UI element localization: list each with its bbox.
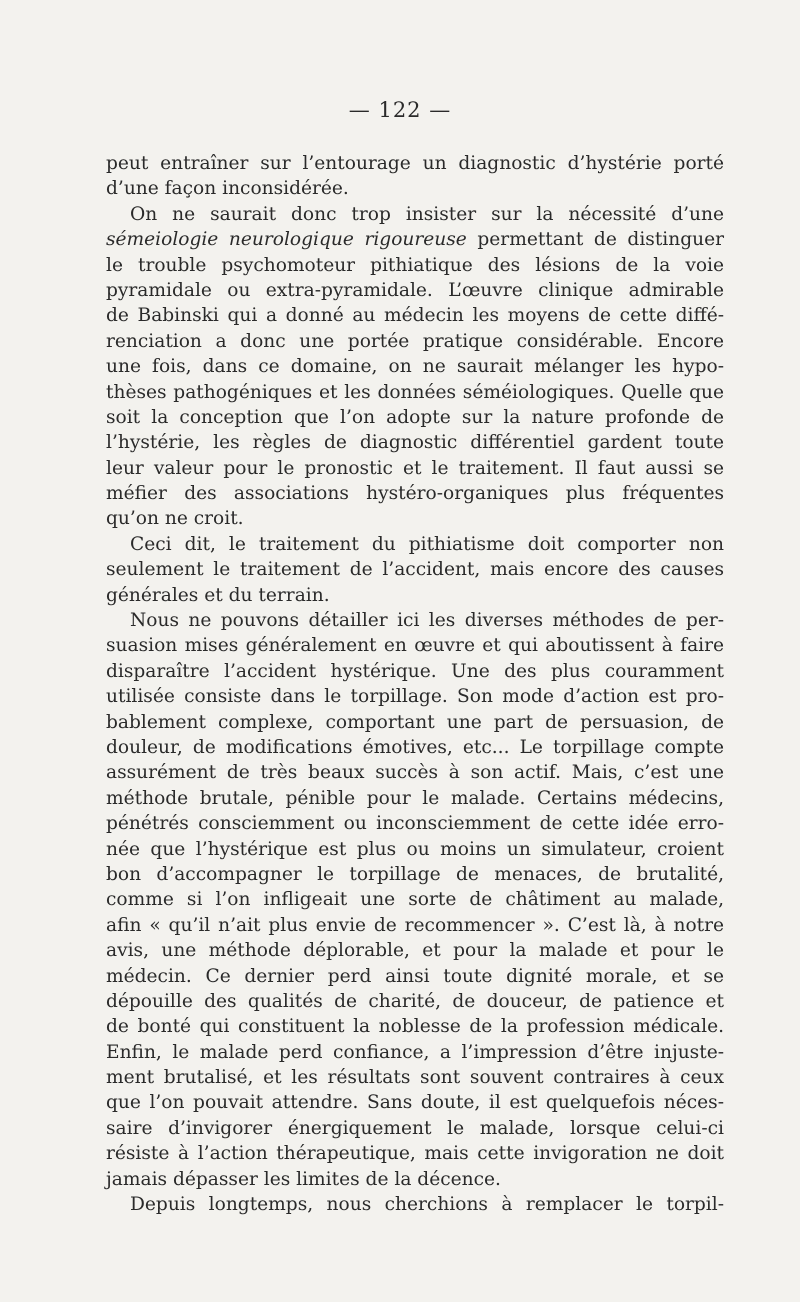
- text-line: Nous ne pouvons détailler ici les diverses méthodes de per-: [130, 610, 724, 632]
- text-line: ment brutalisé, et les résultats sont souvent contraires à ceux: [106, 1067, 724, 1089]
- text-line: d’une façon inconsidérée.: [106, 178, 349, 200]
- text-line: sémeiologie neurologique rigoureuse permettant de distinguer: [106, 229, 724, 251]
- text-line: Depuis longtemps, nous cherchions à remplacer le torpil-: [130, 1194, 724, 1216]
- text-line: médecin. Ce dernier perd ainsi toute dignité morale, et se: [106, 965, 724, 987]
- body-text: [106, 151, 724, 1217]
- text-line: pyramidale ou extra-pyramidale. L’œuvre clinique admirable: [106, 279, 724, 301]
- text-line: suasion mises généralement en œuvre et qui aboutissent à faire: [106, 635, 724, 657]
- text-line: avis, une méthode déplorable, et pour la malade et pour le: [106, 940, 724, 962]
- text-line: pénétrés consciemment ou inconsciemment de cette idée erro-: [106, 813, 724, 835]
- text-line: que l’on pouvait attendre. Sans doute, il est quelquefois néces-: [106, 1092, 724, 1114]
- text-line: bon d’accompagner le torpillage de menaces, de brutalité,: [106, 863, 724, 885]
- text-line: qu’on ne croit.: [106, 508, 244, 530]
- text-line: dépouille des qualités de charité, de douceur, de patience et: [106, 990, 724, 1012]
- text-line: méthode brutale, pénible pour le malade. Certains médecins,: [106, 787, 724, 809]
- emphasized-phrase: sémeiologie neurologique rigoureuse: [106, 229, 467, 251]
- text-line: utilisée consiste dans le torpillage. Son mode d’action est pro-: [106, 686, 724, 708]
- text-line: comme si l’on infligeait une sorte de châtiment au malade,: [106, 889, 724, 911]
- text-line: méfier des associations hystéro-organiques plus fréquentes: [106, 483, 724, 505]
- text-line: une fois, dans ce domaine, on ne saurait mélanger les hypo-: [106, 356, 724, 378]
- text-line: seulement le traitement de l’accident, mais encore des causes: [106, 559, 724, 581]
- page-number: — 122 —: [348, 98, 452, 122]
- text-line: renciation a donc une portée pratique considérable. Encore: [106, 330, 724, 352]
- text-line: disparaître l’accident hystérique. Une des plus couramment: [106, 660, 724, 682]
- text-line: née que l’hystérique est plus ou moins un simulateur, croient: [106, 838, 724, 860]
- text-line: jamais dépasser les limites de la décence.: [106, 1168, 501, 1190]
- text-line: de Babinski qui a donné au médecin les moyens de cette diffé-: [106, 305, 724, 327]
- text-line: de bonté qui constituent la noblesse de la profession médicale.: [106, 1016, 724, 1038]
- text-line: thèses pathogéniques et les données séméiologiques. Quelle que: [106, 381, 724, 403]
- text-line: peut entraîner sur l’entourage un diagnostic d’hystérie porté: [106, 153, 724, 174]
- text-line: générales et du terrain.: [106, 584, 330, 606]
- text-line: l’hystérie, les règles de diagnostic différentiel gardent toute: [106, 432, 724, 454]
- text-line: Ceci dit, le traitement du pithiatisme doit comporter non: [130, 533, 724, 555]
- text-line: saire d’invigorer énergiquement le malade, lorsque celui-ci: [106, 1117, 724, 1139]
- text-line: soit la conception que l’on adopte sur la nature profonde de: [106, 406, 724, 428]
- text-line: assurément de très beaux succès à son actif. Mais, c’est une: [106, 762, 724, 784]
- text-line: afin « qu’il n’ait plus envie de recommencer ». C’est là, à notre: [106, 914, 724, 936]
- text-line: Enfin, le malade perd confiance, a l’impression d’être injuste-: [106, 1041, 724, 1063]
- text-line: résiste à l’action thérapeutique, mais cette invigoration ne doit: [106, 1143, 724, 1165]
- text-line: douleur, de modifications émotives, etc... Le torpillage compte: [106, 736, 724, 758]
- text-line: On ne saurait donc trop insister sur la nécessité d’une: [130, 203, 724, 225]
- text-line: le trouble psychomoteur pithiatique des lésions de la voie: [106, 254, 724, 276]
- text-line: leur valeur pour le pronostic et le traitement. Il faut aussi se: [106, 457, 724, 479]
- text-line: bablement complexe, comportant une part de persuasion, de: [106, 711, 724, 733]
